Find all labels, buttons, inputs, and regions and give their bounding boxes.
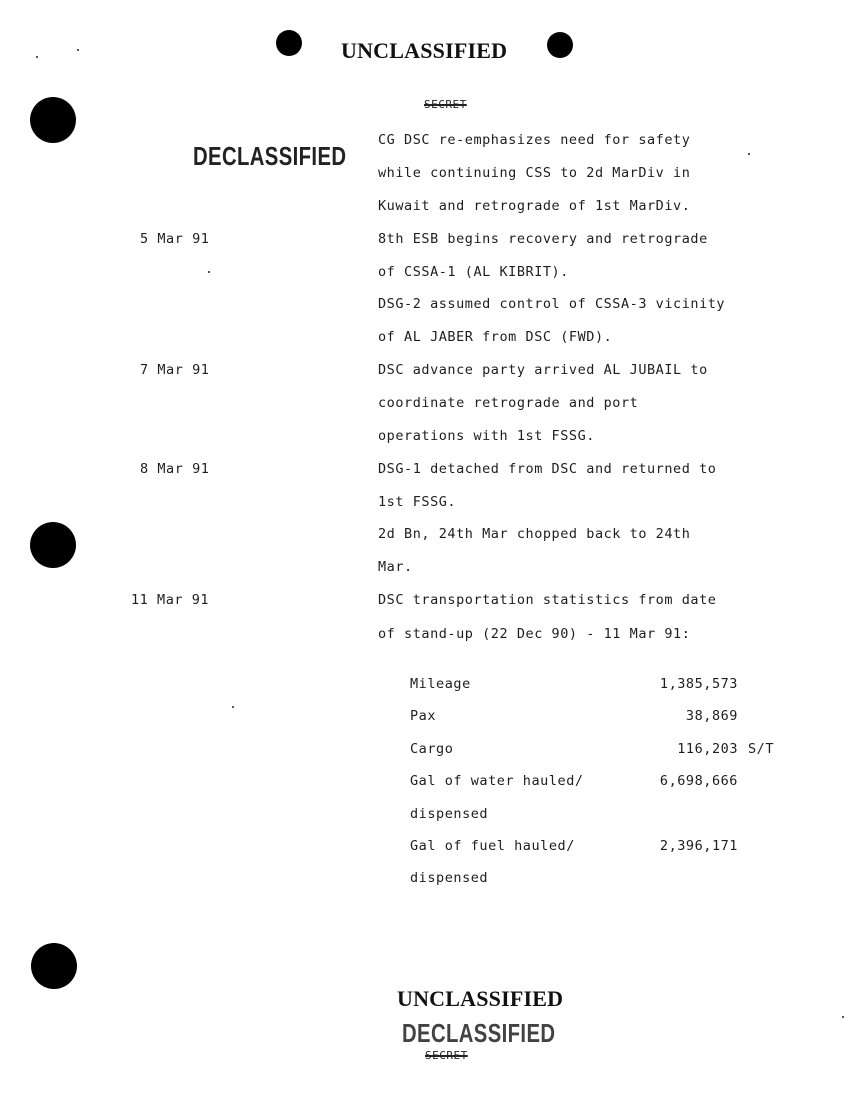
entry-line: Mar.	[378, 559, 413, 575]
scan-speck	[842, 1016, 844, 1018]
entry-line: Kuwait and retrograde of 1st MarDiv.	[378, 198, 691, 214]
binder-hole-top	[30, 97, 76, 143]
stat-unit: S/T	[748, 741, 775, 757]
entry-line: of AL JABER from DSC (FWD).	[378, 329, 613, 345]
scan-speck	[208, 271, 210, 273]
entry-date: 5 Mar 91	[140, 231, 210, 247]
entry-line: 1st FSSG.	[378, 494, 457, 510]
binder-hole-bottom	[31, 943, 77, 989]
stat-label: Pax	[410, 708, 437, 724]
stat-value: 6,698,666	[659, 773, 738, 789]
entry-line: coordinate retrograde and port	[378, 395, 639, 411]
top-classification-banner: UNCLASSIFIED	[341, 38, 508, 63]
entry-line: DSG-2 assumed control of CSSA-3 vicinity	[378, 296, 726, 312]
stat-label: Cargo	[410, 741, 454, 757]
entry-line: 2d Bn, 24th Mar chopped back to 24th	[378, 526, 691, 542]
stat-label-continued: dispensed	[410, 870, 489, 886]
entry-line: CG DSC re-emphasizes need for safety	[378, 132, 691, 148]
entry-date: 11 Mar 91	[131, 592, 210, 608]
bottom-declassified-stamp: DECLASSIFIED	[402, 1018, 556, 1048]
entry-line: of CSSA-1 (AL KIBRIT).	[378, 264, 569, 280]
stat-label: Gal of fuel hauled/	[410, 838, 575, 854]
top-right-punch-hole	[547, 32, 573, 58]
entry-line: operations with 1st FSSG.	[378, 428, 595, 444]
top-secret-marking: SECRET	[424, 98, 467, 111]
declassified-stamp: DECLASSIFIED	[193, 141, 347, 171]
stat-label-continued: dispensed	[410, 806, 489, 822]
entry-line: DSC transportation statistics from date	[378, 592, 717, 608]
entry-date: 7 Mar 91	[140, 362, 210, 378]
entry-line: DSG-1 detached from DSC and returned to	[378, 461, 717, 477]
entry-line: DSC advance party arrived AL JUBAIL to	[378, 362, 708, 378]
stat-value: 2,396,171	[659, 838, 738, 854]
top-left-punch-hole	[276, 30, 302, 56]
entry-line: of stand-up (22 Dec 90) - 11 Mar 91:	[378, 626, 691, 642]
stat-label: Mileage	[410, 676, 471, 692]
bottom-secret-marking: SECRET	[425, 1049, 468, 1062]
scan-speck	[36, 56, 38, 58]
entry-date: 8 Mar 91	[140, 461, 210, 477]
entry-line: while continuing CSS to 2d MarDiv in	[378, 165, 691, 181]
scan-speck	[77, 49, 79, 51]
bottom-classification-banner: UNCLASSIFIED	[397, 986, 564, 1011]
entry-line: 8th ESB begins recovery and retrograde	[378, 231, 708, 247]
scan-speck	[232, 706, 234, 708]
scan-speck	[748, 153, 750, 155]
binder-hole-middle	[30, 522, 76, 568]
stat-label: Gal of water hauled/	[410, 773, 584, 789]
stat-value: 38,869	[685, 708, 738, 724]
stat-value: 116,203	[677, 741, 738, 757]
stat-value: 1,385,573	[659, 676, 738, 692]
